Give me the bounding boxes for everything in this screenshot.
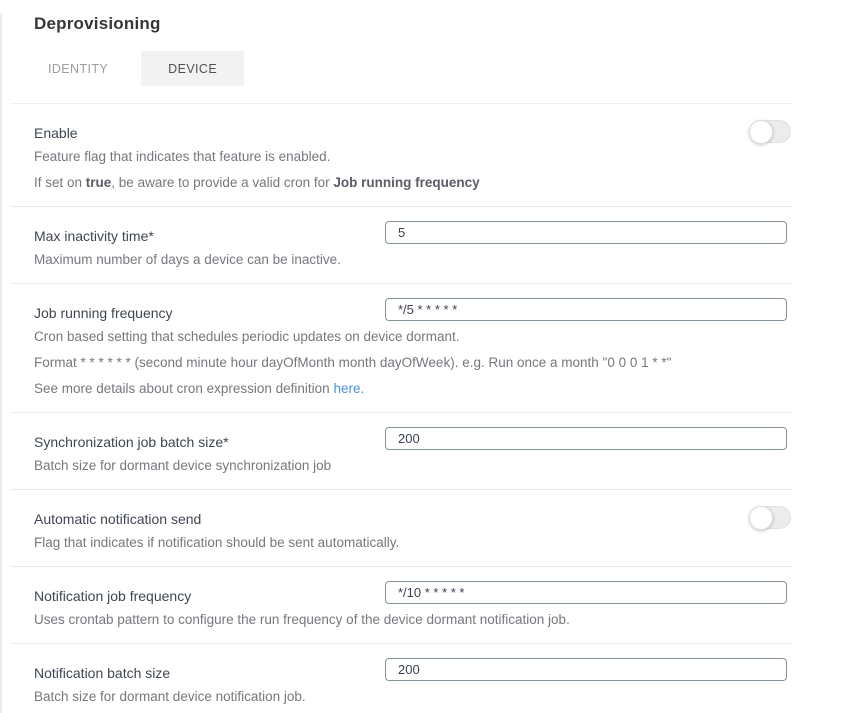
notification-job-frequency-input[interactable] (385, 581, 787, 604)
page-title: Deprovisioning (34, 14, 161, 33)
tab-device[interactable]: DEVICE (141, 51, 244, 86)
automatic-notification-send-label: Automatic notification send (34, 511, 202, 527)
job-running-frequency-input[interactable] (385, 298, 787, 321)
job-frequency-desc-line-1: Cron based setting that schedules periodic updates on device dormant. (34, 329, 460, 344)
job-running-frequency-label: Job running frequency (34, 305, 173, 321)
tab-identity[interactable]: IDENTITY (48, 61, 109, 76)
setting-row-notification-job-frequency (10, 567, 792, 644)
sync-job-batch-size-input[interactable] (385, 427, 787, 450)
settings-form (10, 103, 792, 713)
automatic-notification-send-description: Flag that indicates if notification should be sent automatically. (34, 535, 400, 550)
notification-batch-size-description: Batch size for dormant device notification job. (34, 689, 306, 704)
setting-row-max-inactivity-time (10, 207, 792, 284)
notification-job-frequency-description: Uses crontab pattern to configure the run frequency of the device dormant notification job. (34, 612, 570, 627)
sync-job-batch-size-description: Batch size for dormant device synchronization job (34, 458, 332, 473)
toggle-knob (749, 120, 773, 144)
bold-job-running-frequency-text: Job running frequency (333, 175, 480, 190)
job-frequency-desc-line-3: See more details about cron expression definition here. (34, 381, 365, 396)
enable-description (34, 144, 792, 196)
setting-row-enable (10, 104, 792, 207)
enable-label: Enable (34, 125, 78, 141)
setting-row-job-running-frequency (10, 284, 792, 413)
max-inactivity-time-input[interactable] (385, 221, 787, 244)
enable-desc-line-2: If set on true, be aware to provide a valid cron for Job running frequency (34, 175, 480, 190)
toggle-knob (749, 506, 773, 530)
setting-row-sync-job-batch-size (10, 413, 792, 490)
bold-true-text: true (85, 175, 112, 190)
enable-toggle[interactable] (749, 120, 791, 143)
enable-desc-line-1: Feature flag that indicates that feature is enabled. (34, 149, 331, 164)
setting-row-notification-batch-size (10, 644, 792, 713)
cron-definition-link[interactable]: here (333, 381, 361, 396)
notification-batch-size-input[interactable] (385, 658, 787, 681)
setting-row-automatic-notification-send (10, 490, 792, 567)
max-inactivity-time-label: Max inactivity time* (34, 228, 154, 244)
sync-job-batch-size-label: Synchronization job batch size* (34, 434, 229, 450)
max-inactivity-time-description: Maximum number of days a device can be inactive. (34, 252, 341, 267)
notification-job-frequency-label: Notification job frequency (34, 588, 192, 604)
job-frequency-desc-line-2: Format * * * * * * (second minute hour dayOfMonth month dayOfWeek). e.g. Run once a month "0 0 0 1 * *" (34, 355, 672, 370)
job-running-frequency-description (34, 324, 792, 402)
notification-batch-size-label: Notification batch size (34, 665, 171, 681)
automatic-notification-send-toggle[interactable] (749, 506, 791, 529)
deprovisioning-settings-page (0, 13, 854, 713)
tab-bar (34, 51, 854, 86)
